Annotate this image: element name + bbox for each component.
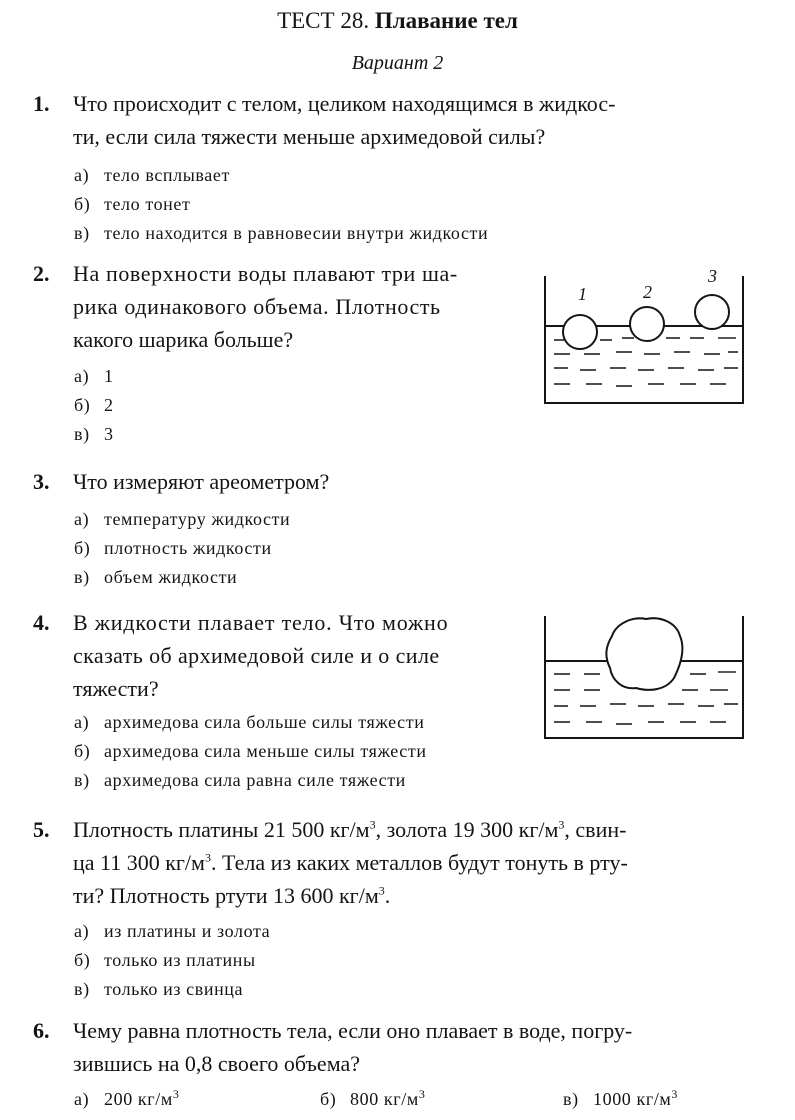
answer-option[interactable] [74,509,290,530]
question-text-line: Что измеряют ареометром? [73,469,330,494]
option-text: 1000 кг/м [593,1089,672,1109]
option-text: 2 [104,395,114,415]
option-text: плотность жидкости [104,538,272,558]
option-text: тело находится в равновесии внутри жидкости [104,223,489,243]
answer-option[interactable] [74,950,256,971]
ball-label-1: 1 [578,284,587,304]
option-letter: б) [320,1089,337,1109]
answer-option[interactable] [74,979,243,1000]
answer-option[interactable]: в) 1000 $кг/м^3$ [563,1087,679,1109]
answer-option[interactable] [74,165,230,186]
question-text-line: На поверхности воды плавают три ша- [73,261,458,286]
option-letter: а) [74,1089,90,1109]
option-letter: а) [74,921,90,941]
floating-body [606,618,682,690]
ball-2 [630,307,664,341]
question-number: 1. [33,91,50,116]
question-number: 2. [33,261,50,286]
option-text: 3 [104,424,114,444]
floating-balls-figure [540,266,750,411]
ball-3 [695,295,729,329]
answer-option[interactable] [74,770,406,791]
answer-option[interactable] [74,567,237,588]
option-letter: б) [74,950,91,970]
option-text: 200 кг/м [104,1089,173,1109]
option-text: из платины и золота [104,921,271,941]
option-text: архимедова сила равна силе тяжести [104,770,406,790]
question-text-line: ти, если сила тяжести меньше архимедовой силы? [73,124,546,149]
floating-body-figure [540,610,750,745]
option-letter: а) [74,509,90,529]
answer-option[interactable] [74,712,424,733]
variant-label: Вариант 2 [351,52,444,74]
answer-option[interactable] [74,921,270,942]
option-letter: в) [74,770,90,790]
answer-option[interactable] [74,538,272,559]
option-text: тело тонет [104,194,191,214]
answer-option[interactable] [74,223,488,244]
answer-option[interactable] [74,194,190,215]
option-letter: б) [74,395,91,415]
option-text: 1 [104,366,114,386]
answer-option[interactable] [74,366,114,387]
option-letter: в) [74,223,90,243]
option-letter: в) [563,1089,579,1109]
question-text-line: Что происходит с телом, целиком находящимся в жидкос- [73,91,616,116]
question-text-line: тяжести? [73,676,159,701]
question-text-line: В жидкости плавает тело. Что можно [73,610,449,635]
question-text-line: сказать об архимедовой силе и о силе [73,643,440,668]
answer-option[interactable]: а) 200 $кг/м^3$ [74,1087,180,1109]
option-text: архимедова сила меньше силы тяжести [104,741,427,761]
answer-option[interactable]: б) 800 $кг/м^3$ [320,1087,426,1109]
test-title [0,8,795,34]
ball-label-3: 3 [708,266,717,286]
answer-option[interactable] [74,395,114,416]
question-text-line: Плотность платины 21 500 $кг/м^3$, золота 19 300 $кг/м^3$, свин- [73,817,627,842]
option-letter: в) [74,424,90,444]
option-text: архимедова сила больше силы тяжести [104,712,425,732]
option-letter: а) [74,165,90,185]
answer-option[interactable] [74,424,114,445]
option-letter: в) [74,979,90,999]
option-letter: б) [74,741,91,761]
option-letter: а) [74,712,90,732]
option-text: температуру жидкости [104,509,291,529]
answer-option[interactable] [74,741,427,762]
question-text-line: какого шарика больше? [73,327,294,352]
question-text-line: Чему равна плотность тела, если оно плавает в воде, погру- [73,1018,633,1043]
question-text-line: зившись на 0,8 своего объема? [73,1051,360,1076]
option-letter: б) [74,538,91,558]
option-text: тело всплывает [104,165,230,185]
ball-label-2: 2 [643,282,652,302]
option-text: 800 кг/м [350,1089,419,1109]
ball-1 [563,315,597,349]
question-number: 6. [33,1018,50,1043]
option-letter: а) [74,366,90,386]
question-number: 5. [33,817,50,842]
option-text: только из свинца [104,979,244,999]
question-text-line: рика одинакового объема. Плотность [73,294,441,319]
option-letter: в) [74,567,90,587]
test-prefix: ТЕСТ 28. [277,8,370,33]
question-number: 3. [33,469,50,494]
option-letter: б) [74,194,91,214]
question-text-line: ца 11 300 $кг/м^3$. Тела из каких металлов будут тонуть в рту- [73,850,628,875]
test-title-text: Плавание тел [374,8,518,33]
option-text: объем жидкости [104,567,238,587]
question-text-line: ти? Плотность ртути 13 600 $кг/м^3$. [73,883,391,908]
option-text: только из платины [104,950,256,970]
question-number: 4. [33,610,50,635]
